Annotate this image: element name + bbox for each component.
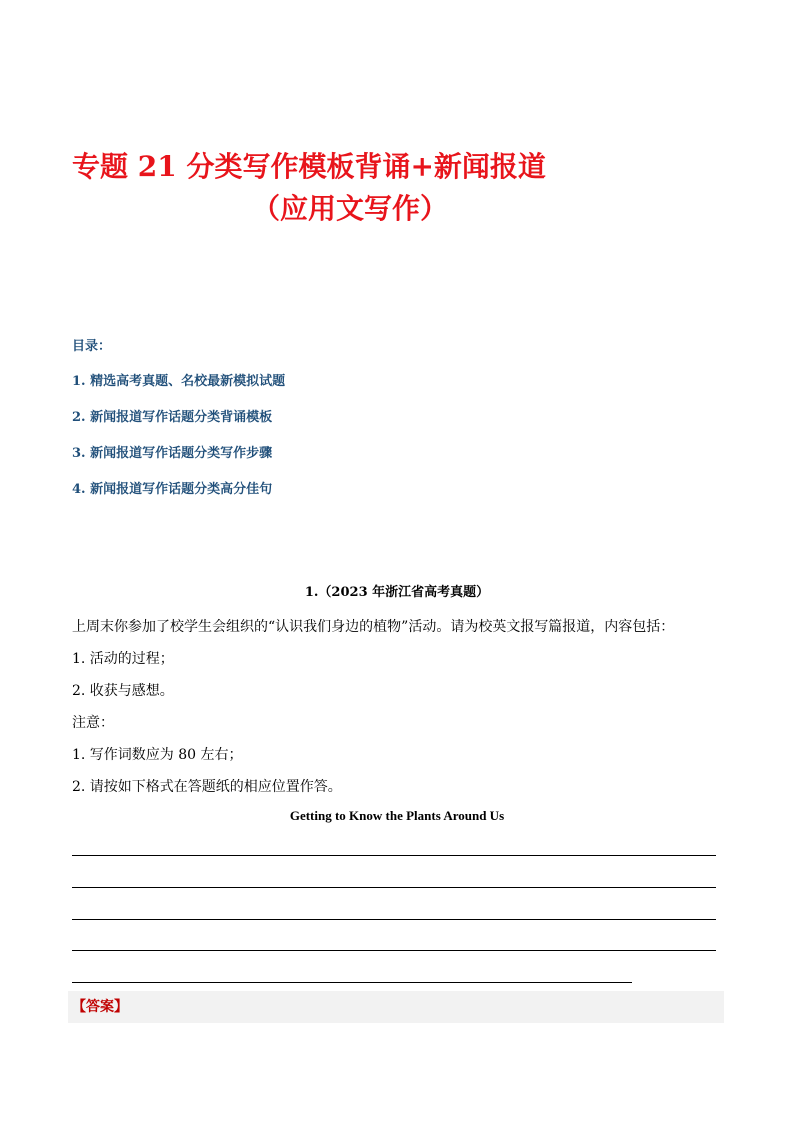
document-title-line1: 专题 21 分类写作模板背诵+新闻报道: [72, 150, 546, 183]
note-1: 1. 写作词数应为 80 左右；: [72, 747, 243, 763]
answer-label: 【答案】: [72, 999, 128, 1015]
content-point-1: 1. 活动的过程；: [72, 651, 174, 667]
answer-line: [72, 919, 716, 920]
answer-line: [72, 855, 716, 856]
essay-title: Getting to Know the Plants Around Us: [289, 808, 505, 823]
answer-line: [72, 950, 716, 951]
toc-item-4: 4. 新闻报道写作话题分类高分佳句: [72, 482, 273, 497]
answer-section-bar: [68, 991, 724, 1023]
toc-item-1: 1. 精选高考真题、名校最新模拟试题: [72, 374, 286, 389]
toc-item-3: 3. 新闻报道写作话题分类写作步骤: [72, 446, 273, 461]
answer-line: [72, 887, 716, 888]
answer-line: [72, 982, 632, 983]
question-prompt: 上周末你参加了校学生会组织的“认识我们身边的植物”活动。请为校英文报写篇报道，内容包括：: [72, 619, 675, 635]
question-heading: 1.（2023 年浙江省高考真题）: [304, 585, 490, 600]
document-title-line2: （应用文写作）: [252, 192, 449, 225]
note-label: 注意：: [72, 715, 114, 731]
toc-label: 目录：: [72, 339, 112, 354]
content-point-2: 2. 收获与感想。: [72, 683, 174, 699]
note-2: 2. 请按如下格式在答题纸的相应位置作答。: [72, 779, 342, 795]
toc-item-2: 2. 新闻报道写作话题分类背诵模板: [72, 410, 273, 425]
